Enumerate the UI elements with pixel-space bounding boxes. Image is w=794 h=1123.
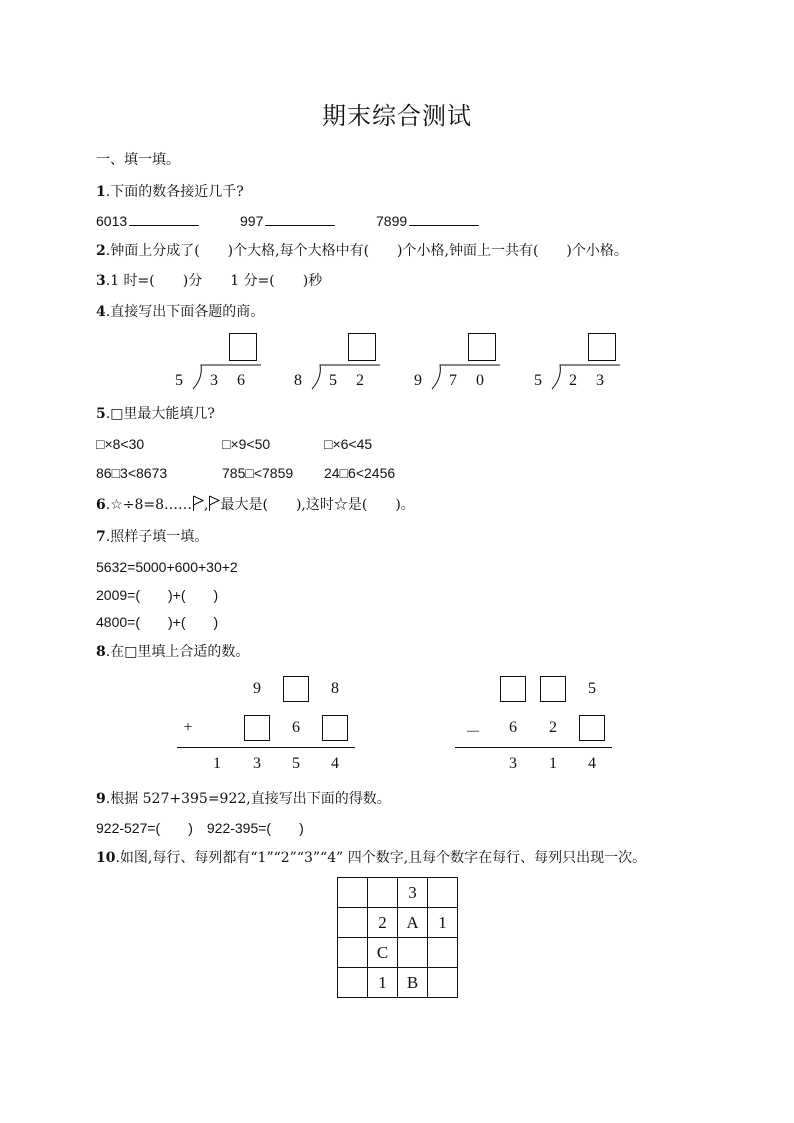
digit: 2 xyxy=(549,719,557,736)
page-title: 期末综合测试 xyxy=(322,102,472,130)
answer-box[interactable] xyxy=(500,676,526,702)
inequality: 86□3<8673 xyxy=(96,465,168,481)
division-problem xyxy=(414,330,514,395)
division-bracket-icon xyxy=(534,330,634,395)
grid-cell: A xyxy=(398,908,428,938)
example-line: 5632=5000+600+30+2 xyxy=(96,559,238,575)
grid-row xyxy=(338,938,458,968)
q1-item xyxy=(240,211,335,231)
answer-box[interactable] xyxy=(244,715,270,741)
question-text: .1 时=( )分 1 分=( )秒 xyxy=(105,273,323,289)
grid-cell xyxy=(398,938,428,968)
inequality: 24□6<2456 xyxy=(324,465,396,481)
answer-blank[interactable] xyxy=(409,211,479,226)
question-number: 3 xyxy=(96,273,106,289)
grid-row xyxy=(338,908,458,938)
division-problem xyxy=(294,330,394,395)
question-text: .下面的数各接近几千? xyxy=(105,184,244,200)
division-bracket-icon xyxy=(414,330,514,395)
dividend-digit: 2 xyxy=(569,372,577,389)
minus-sign: － xyxy=(464,724,481,741)
digit: 8 xyxy=(331,680,339,697)
division-problem xyxy=(175,330,275,395)
digit: 6 xyxy=(292,719,300,736)
digit: 5 xyxy=(588,680,596,697)
inequality: □×8<30 xyxy=(96,436,145,452)
answer-box[interactable] xyxy=(283,676,309,702)
question-7 xyxy=(96,527,208,547)
question-text-mid: , xyxy=(204,497,209,513)
divisor: 9 xyxy=(414,372,422,389)
answer-box[interactable] xyxy=(540,676,566,702)
grid-cell: B xyxy=(398,968,428,998)
question-text-post: 最大是( ),这时☆是( )。 xyxy=(220,497,415,513)
difference-line xyxy=(455,747,612,748)
grid-cell: 3 xyxy=(398,878,428,908)
question-text-pre: .☆÷8=8…… xyxy=(105,497,193,513)
question-number: 9 xyxy=(96,791,106,807)
question-text: .钟面上分成了( )个大格,每个大格中有( )个小格,钟面上一共有( )个小格。 xyxy=(105,243,628,259)
grid-row xyxy=(338,968,458,998)
digit: 9 xyxy=(253,680,261,697)
section-heading: 一、填一填。 xyxy=(96,152,180,168)
q1-item-value: 7899 xyxy=(376,213,408,229)
question-number: 2 xyxy=(96,243,106,259)
question-text: .照样子填一填。 xyxy=(105,529,209,545)
q1-item-value: 997 xyxy=(240,213,264,229)
question-10 xyxy=(96,848,646,868)
question-text: .□里最大能填几? xyxy=(105,406,215,422)
grid-cell xyxy=(338,878,368,908)
answer-box[interactable] xyxy=(322,715,348,741)
division-bracket-icon xyxy=(175,330,275,395)
grid-row xyxy=(338,878,458,908)
question-8 xyxy=(96,642,249,662)
answer-box[interactable] xyxy=(579,715,605,741)
grid-cell: C xyxy=(368,938,398,968)
result-digit: 1 xyxy=(549,755,557,772)
dividend-digit: 3 xyxy=(596,372,604,389)
result-digit: 4 xyxy=(588,755,596,772)
question-5 xyxy=(96,404,215,424)
question-text: .根据 527+395=922,直接写出下面的得数。 xyxy=(105,791,391,807)
question-number: 1 xyxy=(96,184,106,200)
grid-cell xyxy=(428,938,458,968)
question-number: 4 xyxy=(96,304,106,320)
dividend-digit: 2 xyxy=(356,372,364,389)
grid-cell xyxy=(338,968,368,998)
question-number: 10 xyxy=(96,850,116,866)
divisor: 5 xyxy=(534,372,542,389)
grid-cell xyxy=(428,968,458,998)
result-digit: 3 xyxy=(253,755,261,772)
grid-cell xyxy=(338,938,368,968)
question-number: 6 xyxy=(96,497,106,513)
digit: 6 xyxy=(509,719,517,736)
result-digit: 1 xyxy=(213,755,221,772)
number-grid xyxy=(337,877,458,998)
question-4 xyxy=(96,302,264,322)
dividend-digit: 5 xyxy=(329,372,337,389)
q1-item xyxy=(96,211,199,231)
question-text: .在□里填上合适的数。 xyxy=(105,644,250,660)
grid-cell: 1 xyxy=(368,968,398,998)
dividend-digit: 0 xyxy=(476,372,484,389)
divisor: 5 xyxy=(175,372,183,389)
grid-cell xyxy=(338,908,368,938)
grid-cell xyxy=(368,878,398,908)
flag-icon xyxy=(192,495,204,511)
question-text: .如图,每行、每列都有“1”“2”“3”“4” 四个数字,且每个数字在每行、每列只出现一次。 xyxy=(115,850,647,866)
question-number: 5 xyxy=(96,406,106,422)
question-2 xyxy=(96,241,628,261)
q1-item-value: 6013 xyxy=(96,213,128,229)
result-digit: 3 xyxy=(509,755,517,772)
fill-line: 922-527=( ) 922-395=( ) xyxy=(96,820,304,836)
grid-cell: 2 xyxy=(368,908,398,938)
q1-item xyxy=(376,211,479,231)
question-1 xyxy=(96,182,244,202)
dividend-digit: 3 xyxy=(210,372,218,389)
grid-cell: 1 xyxy=(428,908,458,938)
fill-line: 4800=( )+( ) xyxy=(96,614,219,630)
divisor: 8 xyxy=(294,372,302,389)
dividend-digit: 7 xyxy=(449,372,457,389)
answer-blank[interactable] xyxy=(265,211,335,226)
dividend-digit: 6 xyxy=(237,372,245,389)
question-6 xyxy=(96,495,415,515)
question-9 xyxy=(96,789,391,809)
flag-icon xyxy=(208,495,220,511)
sum-line xyxy=(177,747,355,748)
answer-blank[interactable] xyxy=(129,211,199,226)
inequality: □×9<50 xyxy=(222,436,271,452)
result-digit: 5 xyxy=(292,755,300,772)
inequality: 785□<7859 xyxy=(222,465,294,481)
question-3 xyxy=(96,271,322,291)
question-number: 7 xyxy=(96,529,106,545)
division-bracket-icon xyxy=(294,330,394,395)
fill-line: 2009=( )+( ) xyxy=(96,587,219,603)
inequality: □×6<45 xyxy=(324,436,373,452)
grid-cell xyxy=(428,878,458,908)
plus-sign: + xyxy=(183,719,193,736)
question-number: 8 xyxy=(96,644,106,660)
question-text: .直接写出下面各题的商。 xyxy=(105,304,265,320)
division-problem xyxy=(534,330,634,395)
result-digit: 4 xyxy=(331,755,339,772)
